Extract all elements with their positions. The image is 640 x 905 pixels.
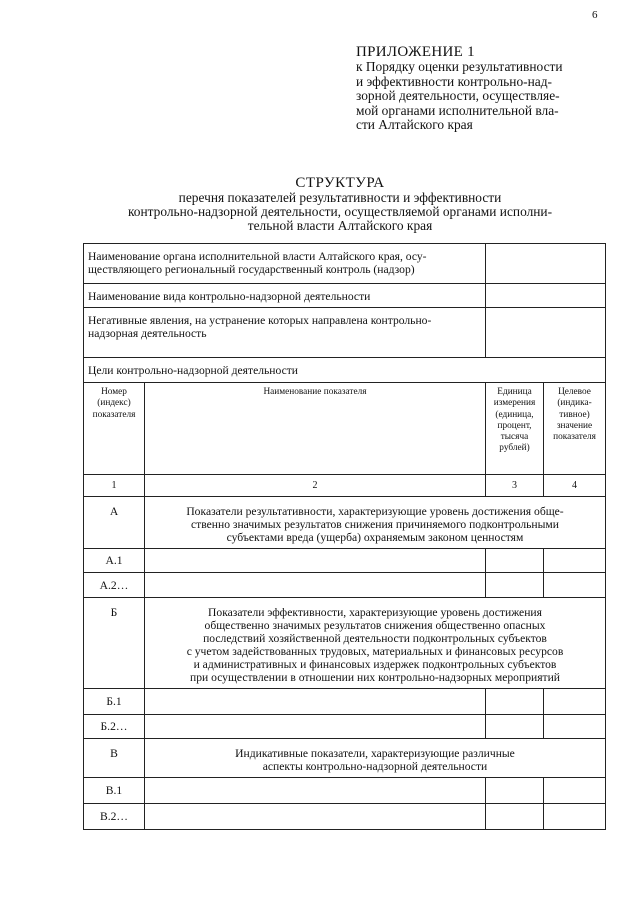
info-value-authority[interactable] — [486, 244, 606, 284]
info-label-authority — [84, 244, 486, 284]
indicator-target-cell[interactable] — [544, 778, 606, 804]
document-title: СТРУКТУРА — [295, 175, 385, 191]
header-line: показателя — [92, 409, 136, 420]
header-line: (индика- — [557, 398, 592, 409]
header-line: (индекс) — [97, 398, 131, 409]
column-number: 4 — [544, 475, 606, 497]
indicator-row — [84, 715, 606, 739]
indicator-target-cell[interactable] — [544, 689, 606, 715]
column-number-row — [84, 475, 606, 497]
header-line: тивное) — [559, 409, 590, 420]
section-title-line: Показатели результативности, характеризующие уровень достижения обще- — [186, 505, 564, 518]
section-title-line: общественно значимых результатов снижения общественно опасных — [204, 619, 546, 632]
indicator-row — [84, 778, 606, 804]
info-label-line: Наименование вида контрольно-надзорной деятельности — [88, 290, 371, 303]
info-label-line: ществляющего региональный государственный контроль (надзор) — [88, 263, 415, 276]
document-subtitle-line: перечня показателей результативности и эффективности — [178, 190, 502, 205]
indicator-code: Б.2… — [84, 715, 145, 739]
header-line: Единица — [497, 387, 532, 397]
section-row-v — [84, 739, 606, 778]
section-title-line: с учетом задействованных трудовых, материальных и финансовых ресурсов — [186, 645, 564, 658]
indicator-name-cell[interactable] — [145, 573, 486, 598]
indicator-unit-cell[interactable] — [486, 689, 544, 715]
indicator-row — [84, 549, 606, 573]
header-line: рублей) — [499, 443, 530, 454]
indicator-target-cell[interactable] — [544, 715, 606, 739]
document-heading — [80, 175, 600, 233]
annex-line: зорной деятельности, осуществляе- — [356, 88, 560, 103]
indicator-name-cell[interactable] — [145, 778, 486, 804]
indicator-unit-cell[interactable] — [486, 573, 544, 598]
indicator-unit-cell[interactable] — [486, 778, 544, 804]
section-title-line: аспекты контрольно-надзорной деятельности — [262, 760, 488, 773]
indicator-code: Б.1 — [84, 689, 145, 715]
indicator-target-cell[interactable] — [544, 573, 606, 598]
section-title-line: Показатели эффективности, характеризующие уровень достижения — [208, 606, 542, 619]
document-subtitle-line: тельной власти Алтайского края — [247, 218, 433, 233]
header-line: показателя — [553, 432, 596, 443]
annex-title: ПРИЛОЖЕНИЕ 1 — [356, 44, 475, 60]
info-label-activity-type — [84, 284, 486, 308]
section-letter: В — [84, 739, 145, 778]
info-label-line: Негативные явления, на устранение которых направлена контрольно- — [88, 314, 432, 327]
header-line: Номер — [101, 387, 127, 397]
document-subtitle-line: контрольно-надзорной деятельности, осуществляемой органами исполни- — [127, 204, 553, 219]
annex-line: и эффективности контрольно-над- — [356, 73, 552, 89]
indicator-code: А.1 — [84, 549, 145, 573]
indicator-unit-cell[interactable] — [486, 549, 544, 573]
column-header-row — [84, 383, 606, 475]
column-number: 1 — [84, 475, 145, 497]
info-label-line: надзорная деятельность — [88, 327, 207, 340]
section-letter: Б — [84, 598, 145, 689]
info-row-activity-type — [84, 284, 606, 308]
section-letter: А — [84, 497, 145, 549]
section-title-line: и административных и финансовых издержек подконтрольных субъектов — [193, 658, 557, 671]
indicator-name-cell[interactable] — [145, 715, 486, 739]
annex-line: к Порядку оценки результативности — [356, 59, 563, 74]
indicator-row — [84, 689, 606, 715]
section-title-line: субъектами вреда (ущерба) охраняемым законом ценностям — [226, 531, 524, 544]
annex-heading — [356, 44, 606, 133]
header-line: Целевое — [558, 387, 591, 397]
section-row-a — [84, 497, 606, 549]
section-title-line: Индикативные показатели, характеризующие различные — [235, 747, 515, 760]
info-label-goals — [84, 358, 606, 383]
header-line: процент, — [497, 420, 532, 431]
info-row-goals — [84, 358, 606, 383]
column-header-number — [84, 383, 145, 475]
info-label-line: Цели контрольно-надзорной деятельности — [88, 364, 299, 377]
indicator-target-cell[interactable] — [544, 804, 606, 830]
header-line: измерения — [493, 398, 536, 409]
indicator-name-cell[interactable] — [145, 689, 486, 715]
column-header-unit — [486, 383, 544, 475]
section-title-line: последствий хозяйственной деятельности подконтрольных субъектов — [203, 632, 547, 645]
column-header-target — [544, 383, 606, 475]
indicator-unit-cell[interactable] — [486, 715, 544, 739]
header-line: Наименование показателя — [263, 387, 367, 397]
info-value-activity-type[interactable] — [486, 284, 606, 308]
annex-line: сти Алтайского края — [356, 117, 473, 132]
column-header-name — [145, 383, 486, 475]
annex-line: мой органами исполнительной вла- — [356, 102, 559, 118]
section-title — [145, 598, 606, 689]
header-line: тысяча — [500, 432, 529, 443]
section-title-line: при осуществлении в отношении них контрольно-надзорных мероприятий — [190, 671, 560, 684]
header-line: (единица, — [495, 409, 534, 420]
indicator-unit-cell[interactable] — [486, 804, 544, 830]
indicator-code: В.1 — [84, 778, 145, 804]
indicator-code: А.2… — [84, 573, 145, 598]
section-title-line: ственно значимых результатов снижения причиняемого подконтрольными — [191, 518, 559, 531]
indicators-structure-table — [83, 243, 606, 830]
indicator-target-cell[interactable] — [544, 549, 606, 573]
header-line: значение — [556, 420, 593, 431]
indicator-name-cell[interactable] — [145, 549, 486, 573]
info-label-negative-phenomena — [84, 308, 486, 358]
section-title — [145, 497, 606, 549]
info-row-negative-phenomena — [84, 308, 606, 358]
column-number: 2 — [145, 475, 486, 497]
section-row-b — [84, 598, 606, 689]
indicator-name-cell[interactable] — [145, 804, 486, 830]
info-row-authority — [84, 244, 606, 284]
info-value-negative-phenomena[interactable] — [486, 308, 606, 358]
info-label-line: Наименование органа исполнительной власти Алтайского края, осу- — [88, 250, 427, 263]
indicator-row — [84, 804, 606, 830]
section-title — [145, 739, 606, 778]
page-number: 6 — [592, 9, 598, 21]
indicator-row — [84, 573, 606, 598]
column-number: 3 — [486, 475, 544, 497]
indicator-code: В.2… — [84, 804, 145, 830]
